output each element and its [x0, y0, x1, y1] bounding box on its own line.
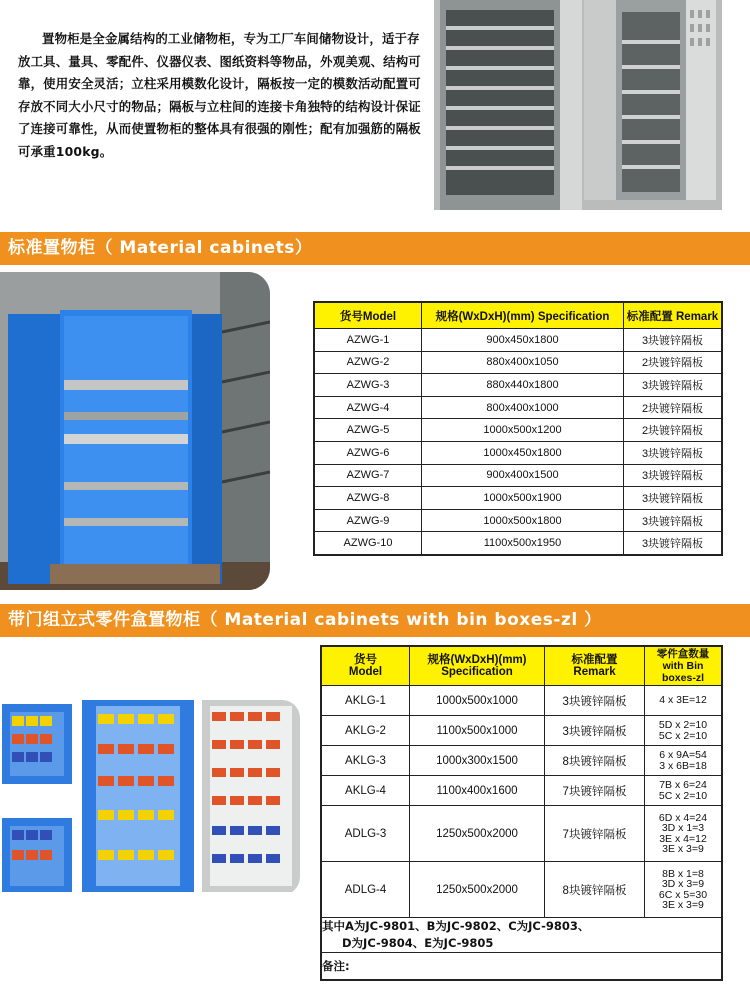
intro-paragraph: 置物柜是全金属结构的工业储物柜，专为工厂车间储物设计，适于存放工具、量具、零配件、仪器仪表、图纸资料等物品，外观美观、结构可靠，使用安全灵活；立柱采用模数化设计，隔板按一定的模数活动配置可存放不同大小尺寸的物品；隔板与立柱间的连接卡角独特的结构设计保证了连接可靠性，从而使置物柜的整体具有很强的刚性；配有加强筋的隔板可承重100kg。	[18, 31, 421, 159]
table-row	[314, 374, 722, 397]
remark-cell: 3块镀锌隔板	[624, 464, 723, 487]
model-cell: ADLG-3	[321, 806, 410, 862]
model-cell: AZWG-10	[314, 532, 422, 555]
bins-cell: 6D x 4=24 3D x 1=3 3E x 4=12 3E x 3=9	[645, 806, 723, 862]
remark-cell: 2块镀锌隔板	[624, 396, 723, 419]
model-cell: AZWG-7	[314, 464, 422, 487]
remark-cell: 7块镀锌隔板	[545, 776, 645, 806]
model-cell: AZWG-2	[314, 351, 422, 374]
bin-box-cabinets-photo	[0, 700, 300, 895]
material-cabinets-table	[313, 301, 723, 556]
header-bins: 零件盒数量 with Bin boxes-zl	[645, 646, 723, 686]
spec-cell: 900x400x1500	[422, 464, 624, 487]
header-spec: 规格(WxDxH)(mm) Specification	[410, 646, 545, 686]
bins-cell: 4 x 3E=12	[645, 686, 723, 716]
bin-box-cabinets-table	[320, 645, 723, 981]
remark-cell: 2块镀锌隔板	[624, 351, 723, 374]
spec-cell: 1000x300x1500	[410, 746, 545, 776]
bin-type-note: 其中A为JC-9801、B为JC-9802、C为JC-9803、 D为JC-9804、E为JC-9805	[321, 918, 722, 953]
remark-label: 备注:	[321, 953, 722, 981]
table-header-row	[321, 646, 722, 686]
spec-cell: 1000x500x1900	[422, 487, 624, 510]
table-row	[321, 806, 722, 862]
table-row	[314, 419, 722, 442]
spec-cell: 1100x400x1600	[410, 776, 545, 806]
table-row	[314, 532, 722, 555]
header-model: 货号 Model	[321, 646, 410, 686]
model-cell: AKLG-3	[321, 746, 410, 776]
table-row	[314, 441, 722, 464]
model-cell: AKLG-1	[321, 686, 410, 716]
model-cell: AZWG-9	[314, 509, 422, 532]
spec-cell: 800x400x1000	[422, 396, 624, 419]
header-remark: 标准配置 Remark	[545, 646, 645, 686]
bins-cell: 8B x 1=8 3D x 3=9 6C x 5=30 3E x 3=9	[645, 862, 723, 918]
table-row	[314, 329, 722, 352]
model-cell: AZWG-3	[314, 374, 422, 397]
remark-cell: 3块镀锌隔板	[624, 374, 723, 397]
spec-cell: 1000x450x1800	[422, 441, 624, 464]
table-row	[314, 509, 722, 532]
table-row	[321, 716, 722, 746]
table-header-row	[314, 302, 722, 329]
header-model: 货号Model	[314, 302, 422, 329]
model-cell: AKLG-4	[321, 776, 410, 806]
table-row	[321, 776, 722, 806]
header-spec: 规格(WxDxH)(mm) Specification	[422, 302, 624, 329]
bins-cell: 6 x 9A=54 3 x 6B=18	[645, 746, 723, 776]
spec-cell: 1000x500x1800	[422, 509, 624, 532]
section1-title: 标准置物柜（ Material cabinets）	[0, 232, 750, 265]
remark-cell: 2块镀锌隔板	[624, 419, 723, 442]
blue-cabinet-photo	[0, 272, 270, 590]
remark-cell: 3块镀锌隔板	[545, 686, 645, 716]
spec-cell: 1000x500x1200	[422, 419, 624, 442]
table-remark-row	[321, 953, 722, 981]
table-row	[314, 487, 722, 510]
spec-cell: 1000x500x1000	[410, 686, 545, 716]
remark-cell: 8块镀锌隔板	[545, 746, 645, 776]
model-cell: AKLG-2	[321, 716, 410, 746]
grey-cabinets-photo	[434, 0, 722, 210]
remark-cell: 3块镀锌隔板	[624, 329, 723, 352]
spec-cell: 1250x500x2000	[410, 862, 545, 918]
model-cell: AZWG-4	[314, 396, 422, 419]
model-cell: AZWG-1	[314, 329, 422, 352]
spec-cell: 1250x500x2000	[410, 806, 545, 862]
remark-cell: 7块镀锌隔板	[545, 806, 645, 862]
table-note-row	[321, 918, 722, 953]
model-cell: AZWG-8	[314, 487, 422, 510]
model-cell: AZWG-6	[314, 441, 422, 464]
model-cell: AZWG-5	[314, 419, 422, 442]
model-cell: ADLG-4	[321, 862, 410, 918]
table-row	[321, 862, 722, 918]
spec-cell: 1100x500x1950	[422, 532, 624, 555]
bins-cell: 7B x 6=24 5C x 2=10	[645, 776, 723, 806]
spec-cell: 1100x500x1000	[410, 716, 545, 746]
spec-cell: 880x400x1050	[422, 351, 624, 374]
remark-cell: 3块镀锌隔板	[624, 487, 723, 510]
table-row	[314, 464, 722, 487]
spec-cell: 880x440x1800	[422, 374, 624, 397]
remark-cell: 3块镀锌隔板	[624, 509, 723, 532]
remark-cell: 8块镀锌隔板	[545, 862, 645, 918]
table-row	[314, 351, 722, 374]
remark-cell: 3块镀锌隔板	[624, 441, 723, 464]
bins-cell: 5D x 2=10 5C x 2=10	[645, 716, 723, 746]
remark-cell: 3块镀锌隔板	[624, 532, 723, 555]
section2-title: 带门组立式零件盒置物柜（ Material cabinets with bin boxes-zl ）	[0, 604, 750, 637]
table-row	[314, 396, 722, 419]
table-row	[321, 686, 722, 716]
header-remark: 标准配置 Remark	[624, 302, 723, 329]
remark-cell: 3块镀锌隔板	[545, 716, 645, 746]
spec-cell: 900x450x1800	[422, 329, 624, 352]
table-row	[321, 746, 722, 776]
